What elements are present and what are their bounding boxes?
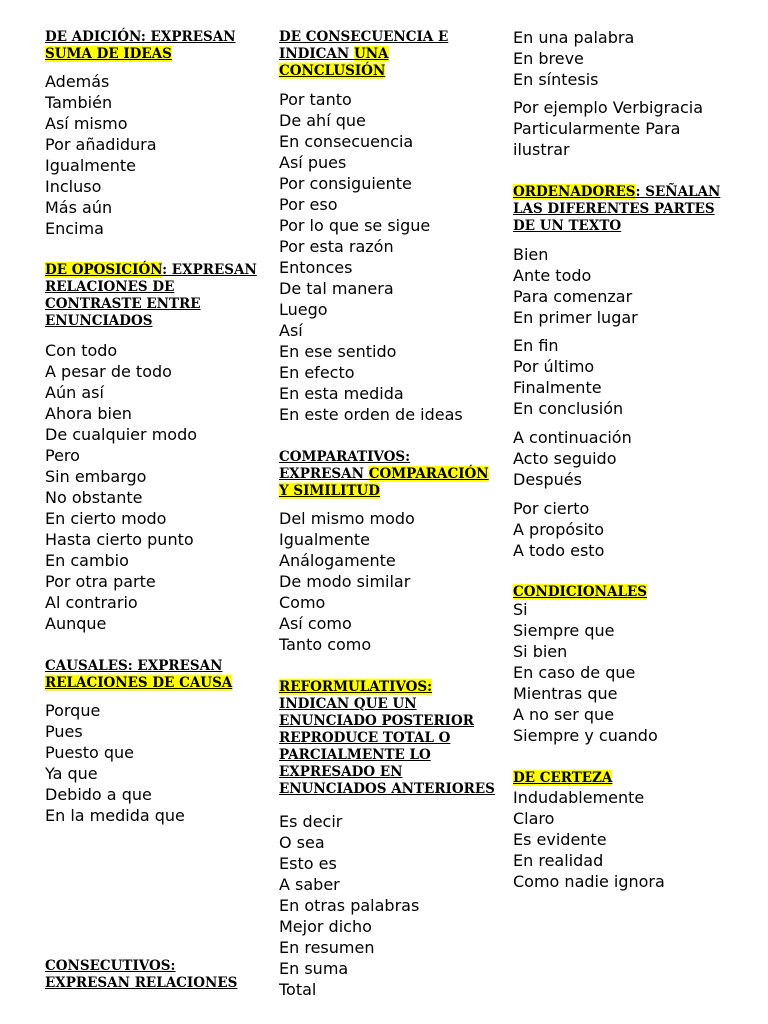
connector-item: Al contrario	[45, 593, 138, 612]
connector-item: A continuación	[513, 428, 632, 447]
connector-item: Puesto que	[45, 743, 134, 762]
connector-item: Mientras que	[513, 684, 618, 703]
connector-item: Hasta cierto punto	[45, 530, 194, 549]
connector-item: No obstante	[45, 488, 143, 507]
heading-text: INDICAN QUE UN	[279, 696, 417, 712]
highlighted-text: COMPARACIÓN	[368, 466, 489, 482]
connector-item: Por último	[513, 357, 595, 376]
heading-line	[279, 713, 495, 730]
heading-line	[279, 764, 495, 781]
heading-text: EXPRESADO EN	[279, 764, 403, 780]
heading-line	[279, 747, 495, 764]
heading-line	[513, 584, 647, 601]
connector-item: Igualmente	[279, 530, 370, 549]
heading-text: ENUNCIADOS ANTERIORES	[279, 781, 495, 797]
connector-item: De ahí que	[279, 111, 366, 130]
highlighted-text: Y SIMILITUD	[279, 483, 380, 499]
heading-line	[279, 730, 495, 747]
connector-item: En consecuencia	[279, 132, 414, 151]
heading-line	[279, 449, 489, 466]
connector-item: Para comenzar	[513, 287, 633, 306]
connector-item: Aún así	[45, 383, 104, 402]
heading-text: EXPRESAN RELACIONES	[45, 975, 238, 991]
connector-item: O sea	[279, 833, 325, 852]
heading-line	[279, 46, 448, 63]
connector-item: Del mismo modo	[279, 509, 415, 528]
connector-item: Siempre y cuando	[513, 726, 658, 745]
heading-line	[45, 958, 237, 975]
connector-item: En este orden de ideas	[279, 405, 463, 424]
connector-item: Tanto como	[279, 635, 372, 654]
connector-item: Encima	[45, 219, 104, 238]
heading-line	[513, 218, 720, 235]
heading-text: : SEÑALAN	[635, 184, 721, 200]
connector-item: En caso de que	[513, 663, 636, 682]
heading-text: CAUSALES: EXPRESAN	[45, 658, 223, 674]
heading-line	[45, 975, 237, 992]
connector-item: Porque	[45, 701, 101, 720]
connector-item: Con todo	[45, 341, 118, 360]
heading-line	[279, 483, 489, 500]
heading-line	[279, 679, 495, 696]
connector-item: De tal manera	[279, 279, 394, 298]
heading-text: REPRODUCE TOTAL O	[279, 730, 451, 746]
connector-item: Total	[279, 980, 317, 999]
highlighted-text: REFORMULATIVOS:	[279, 679, 433, 695]
connector-item: En primer lugar	[513, 308, 638, 327]
heading-line	[279, 63, 448, 80]
connector-item: De modo similar	[279, 572, 411, 591]
connector-item: Si bien	[513, 642, 568, 661]
connector-item: Es evidente	[513, 830, 607, 849]
highlighted-text: CONCLUSIÓN	[279, 63, 386, 79]
heading-text: EXPRESAN	[279, 466, 369, 482]
heading-text: DE UN TEXTO	[513, 218, 622, 234]
connector-item: Ya que	[45, 764, 98, 783]
connector-item: ilustrar	[513, 140, 570, 159]
section-heading	[279, 679, 495, 798]
heading-line	[45, 296, 257, 313]
connector-item: En fin	[513, 336, 559, 355]
section-heading	[513, 184, 720, 235]
section-heading	[513, 770, 612, 787]
connector-item: Entonces	[279, 258, 353, 277]
connector-item: A pesar de todo	[45, 362, 172, 381]
heading-line	[279, 29, 448, 46]
heading-text: ENUNCIADOS	[45, 313, 153, 329]
heading-text: RELACIONES DE	[45, 279, 175, 295]
highlighted-text: UNA	[353, 46, 389, 62]
heading-line	[279, 466, 489, 483]
connector-item: Esto es	[279, 854, 337, 873]
heading-text: PARCIALMENTE LO	[279, 747, 431, 763]
connector-item: Por cierto	[513, 499, 590, 518]
highlighted-text: DE CERTEZA	[513, 770, 613, 786]
connector-item: En efecto	[279, 363, 355, 382]
connector-item: De cualquier modo	[45, 425, 198, 444]
heading-line	[45, 279, 257, 296]
section-heading	[279, 29, 448, 80]
highlighted-text: DE OPOSICIÓN	[45, 262, 163, 278]
heading-text: CONSECUTIVOS:	[45, 958, 176, 974]
section-heading	[45, 958, 237, 992]
connector-item: Por tanto	[279, 90, 352, 109]
connector-item: Por esta razón	[279, 237, 394, 256]
heading-text: LAS DIFERENTES PARTES	[513, 201, 715, 217]
connector-item: Así pues	[279, 153, 347, 172]
connector-item: Así como	[279, 614, 352, 633]
connector-item: Así mismo	[45, 114, 128, 133]
connector-item: Es decir	[279, 812, 343, 831]
heading-line	[45, 675, 232, 692]
connector-item: A no ser que	[513, 705, 615, 724]
connector-item: En suma	[279, 959, 349, 978]
highlighted-text: ORDENADORES	[513, 184, 636, 200]
connector-item: Luego	[279, 300, 328, 319]
highlighted-text: SUMA DE IDEAS	[45, 46, 172, 62]
connector-item: Por otra parte	[45, 572, 156, 591]
heading-line	[513, 770, 612, 787]
heading-line	[45, 262, 257, 279]
section-heading	[45, 29, 236, 63]
connector-item: En realidad	[513, 851, 604, 870]
heading-line	[279, 781, 495, 798]
connector-item: Así	[279, 321, 303, 340]
section-heading	[279, 449, 489, 500]
connector-item: Como nadie ignora	[513, 872, 665, 891]
heading-line	[513, 184, 720, 201]
connector-item: Pues	[45, 722, 83, 741]
connector-item: En ese sentido	[279, 342, 397, 361]
connector-item: Por consiguiente	[279, 174, 412, 193]
connector-item: En síntesis	[513, 70, 599, 89]
highlighted-text: CONDICIONALES	[513, 584, 648, 600]
heading-line	[45, 658, 232, 675]
connector-item: Indudablemente	[513, 788, 645, 807]
connector-item: Acto seguido	[513, 449, 617, 468]
connector-item: En una palabra	[513, 28, 635, 47]
heading-line	[45, 313, 257, 330]
connector-item: También	[45, 93, 113, 112]
connector-item: Finalmente	[513, 378, 602, 397]
heading-text: INDICAN	[279, 46, 354, 62]
heading-text: COMPARATIVOS:	[279, 449, 411, 465]
connector-item: Aunque	[45, 614, 107, 633]
connector-item: Más aún	[45, 198, 113, 217]
connector-item: Mejor dicho	[279, 917, 372, 936]
connector-item: En la medida que	[45, 806, 185, 825]
connector-item: A saber	[279, 875, 340, 894]
connector-item: En esta medida	[279, 384, 404, 403]
connector-item: Pero	[45, 446, 80, 465]
heading-text: CONTRASTE ENTRE	[45, 296, 201, 312]
heading-line	[45, 29, 236, 46]
connector-item: Sin embargo	[45, 467, 147, 486]
connector-item: A propósito	[513, 520, 604, 539]
heading-text: : EXPRESAN	[162, 262, 257, 278]
connector-item: En resumen	[279, 938, 375, 957]
heading-text: DE CONSECUENCIA E	[279, 29, 449, 45]
connector-item: Siempre que	[513, 621, 615, 640]
connector-item: Ahora bien	[45, 404, 132, 423]
connector-item: Por eso	[279, 195, 338, 214]
section-heading	[45, 658, 232, 692]
connector-item: Por lo que se sigue	[279, 216, 431, 235]
connector-item: Ante todo	[513, 266, 592, 285]
connector-item: Además	[45, 72, 110, 91]
connector-item: A todo esto	[513, 541, 605, 560]
connector-item: Por añadidura	[45, 135, 157, 154]
connector-item: Como	[279, 593, 326, 612]
section-heading	[513, 584, 647, 601]
connector-item: Después	[513, 470, 582, 489]
connector-item: Bien	[513, 245, 549, 264]
heading-line	[45, 46, 236, 63]
connector-item: En cierto modo	[45, 509, 167, 528]
connector-item: En cambio	[45, 551, 129, 570]
heading-line	[279, 696, 495, 713]
connector-item: Si	[513, 600, 528, 619]
connector-item: Claro	[513, 809, 555, 828]
connector-item: Por ejemplo Verbigracia	[513, 98, 704, 117]
connector-item: Incluso	[45, 177, 102, 196]
connector-item: Debido a que	[45, 785, 152, 804]
connector-item: Igualmente	[45, 156, 136, 175]
connector-item: En conclusión	[513, 399, 624, 418]
connector-item: Análogamente	[279, 551, 396, 570]
connector-item: En otras palabras	[279, 896, 420, 915]
highlighted-text: RELACIONES DE CAUSA	[45, 675, 233, 691]
heading-text: DE ADICIÓN: EXPRESAN	[45, 29, 236, 45]
connector-item: Particularmente Para	[513, 119, 681, 138]
heading-text: ENUNCIADO POSTERIOR	[279, 713, 474, 729]
heading-line	[513, 201, 720, 218]
connector-item: En breve	[513, 49, 584, 68]
section-heading	[45, 262, 257, 330]
